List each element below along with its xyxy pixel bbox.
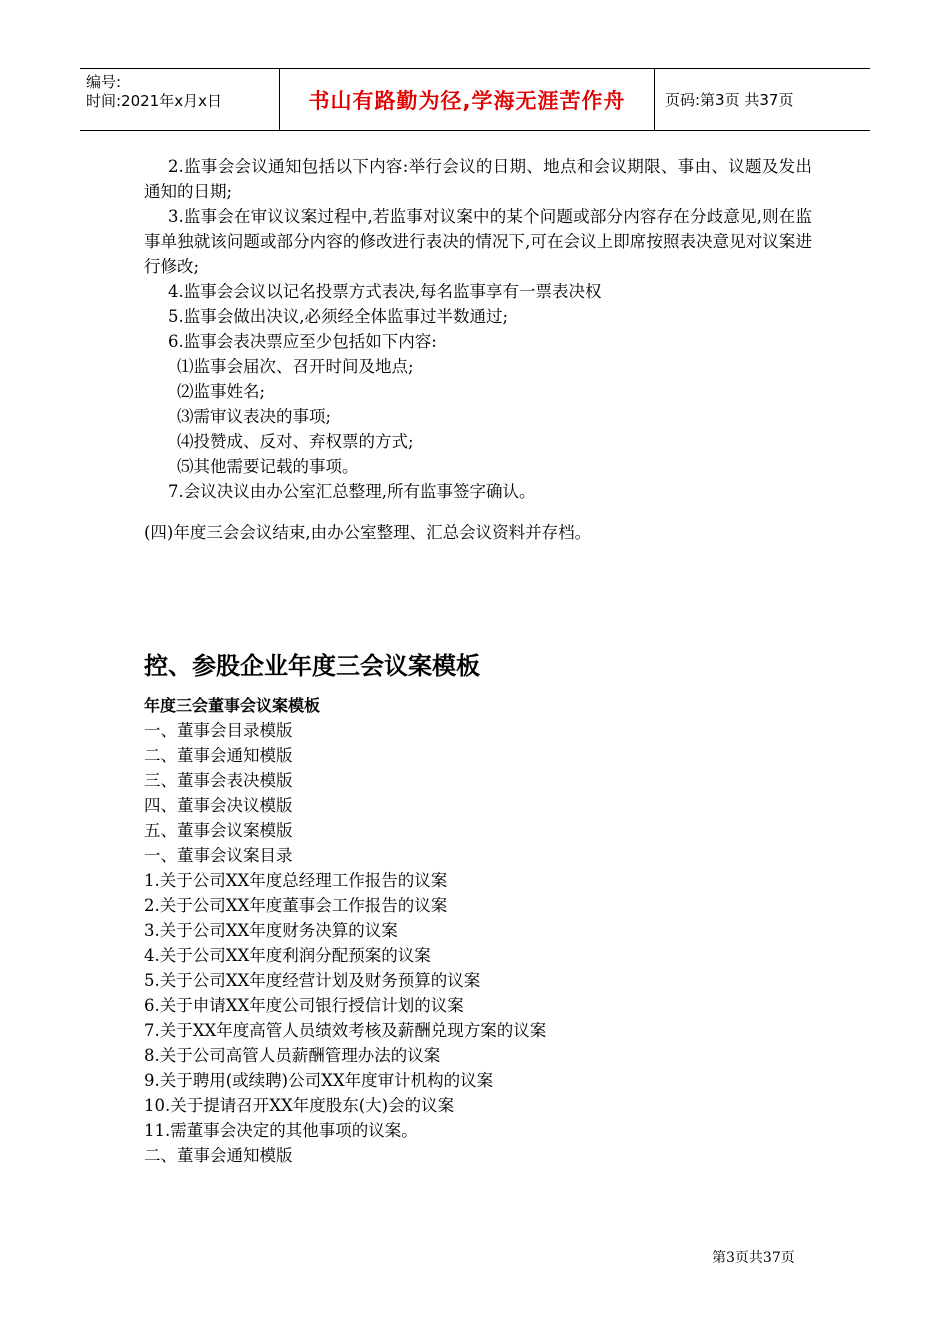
sub-list-item: ⑷投赞成、反对、弃权票的方式; (177, 432, 414, 451)
list-item: 5.关于公司XX年度经营计划及财务预算的议案 (144, 971, 481, 990)
sub-title: 年度三会董事会议案模板 (144, 696, 321, 715)
sub-list-item: ⑵监事姓名; (177, 382, 266, 401)
list-item: 10.关于提请召开XX年度股东(大)会的议案 (144, 1096, 455, 1115)
list-item: 四、董事会决议模版 (144, 796, 293, 815)
section-title: 控、参股企业年度三会议案模板 (144, 652, 480, 680)
header-meta (80, 69, 280, 130)
list-item: 三、董事会表决模版 (144, 771, 293, 790)
section-paragraph: (四)年度三会会议结束,由办公室整理、汇总会议资料并存档。 (144, 523, 592, 542)
list-item: 二、董事会通知模版 (144, 1146, 293, 1165)
list-item: 9.关于聘用(或续聘)公司XX年度审计机构的议案 (144, 1071, 494, 1090)
paragraph: 5.监事会做出决议,必须经全体监事过半数通过; (168, 307, 509, 326)
doc-number-label: 编号: (86, 73, 122, 91)
page-header (80, 68, 870, 131)
header-page-info: 页码:第3页 共37页 (665, 91, 794, 109)
paragraph: 7.会议决议由办公室汇总整理,所有监事签字确认。 (168, 482, 536, 501)
document-body (144, 154, 812, 1168)
paragraph: 3.监事会在审议议案过程中,若监事对议案中的某个问题或部分内容存在分歧意见,则在监事单独就该问题或部分内容的修改进行表决的情况下,可在会议上即席按照表决意见对议案进行修改; (144, 207, 812, 276)
list-item: 2.关于公司XX年度董事会工作报告的议案 (144, 896, 448, 915)
paragraph: 4.监事会会议以记名投票方式表决,每名监事享有一票表决权 (168, 282, 602, 301)
sub-list-item: ⑸其他需要记载的事项。 (177, 457, 359, 476)
list-item: 一、董事会议案目录 (144, 846, 293, 865)
list-item: 一、董事会目录模版 (144, 721, 293, 740)
list-item: 1.关于公司XX年度总经理工作报告的议案 (144, 871, 448, 890)
template-list (144, 718, 812, 1168)
list-item: 11.需董事会决定的其他事项的议案。 (144, 1121, 418, 1140)
header-motto: 书山有路勤为径,学海无涯苦作舟 (280, 69, 655, 130)
list-item: 6.关于申请XX年度公司银行授信计划的议案 (144, 996, 464, 1015)
paragraph: 2.监事会会议通知包括以下内容:举行会议的日期、地点和会议期限、事由、议题及发出通知的日期; (144, 157, 812, 201)
sub-list-item: ⑶需审议表决的事项; (177, 407, 332, 426)
paragraph: 6.监事会表决票应至少包括如下内容: (168, 332, 437, 351)
list-item: 7.关于XX年度高管人员绩效考核及薪酬兑现方案的议案 (144, 1021, 547, 1040)
list-item: 二、董事会通知模版 (144, 746, 293, 765)
list-item: 4.关于公司XX年度利润分配预案的议案 (144, 946, 431, 965)
list-item: 8.关于公司高管人员薪酬管理办法的议案 (144, 1046, 441, 1065)
list-item: 3.关于公司XX年度财务决算的议案 (144, 921, 398, 940)
sub-list-item: ⑴监事会届次、召开时间及地点; (177, 357, 414, 376)
doc-time-label: 时间:2021年x月x日 (86, 92, 222, 110)
page-footer: 第3页共37页 (712, 1250, 795, 1266)
list-item: 五、董事会议案模版 (144, 821, 293, 840)
